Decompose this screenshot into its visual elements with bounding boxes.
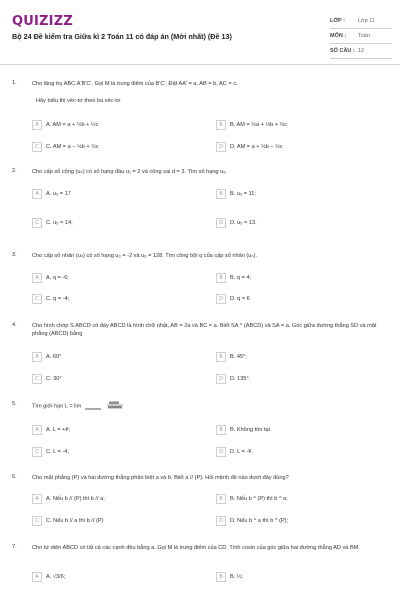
meta-value: Lớp 11 [358,18,375,24]
option-a[interactable] [32,189,71,199]
option-text: D. q = 6 [230,296,250,302]
option-d[interactable] [216,516,288,526]
meta-key: MÔN : [330,33,347,39]
option-a[interactable] [32,120,98,130]
option-text: C. 30° [46,376,62,382]
meta-row-class [330,14,392,29]
option-letter-box: D [216,218,226,228]
option-letter-box: A [32,494,42,504]
option-letter-box: B [216,273,226,283]
option-text: C. L = -4; [46,449,69,455]
option-a[interactable] [32,494,105,504]
option-text: D. Nếu b ^ a thì b ^ (P); [230,518,289,524]
option-text: B. AM = ½a + ½b + ½c [230,122,288,128]
option-b[interactable] [216,494,288,504]
option-letter-box: D [216,294,226,304]
option-letter-box: D [216,447,226,457]
option-letter-box: C [32,447,42,457]
option-text: A. √3/6; [46,574,66,580]
option-text: A. L = +¥; [46,427,71,433]
meta-value: 12 [358,48,365,54]
option-d[interactable] [216,142,283,152]
option-letter-box: C [32,294,42,304]
option-b[interactable] [216,273,251,283]
option-b[interactable] [216,352,247,362]
question-text: Cho mặt phẳng (P) và hai đường thẳng phân biệt a và b. Biết a // (P). Hỏi mệnh đề nào dưới đây đúng? [32,475,289,481]
option-letter-box: D [216,516,226,526]
question-number: 6. [12,474,17,480]
question-number: 1. [12,80,17,86]
option-text: C. q = -4; [46,296,70,302]
question-number: 3. [12,252,17,258]
meta-value: Toán [358,33,370,39]
limit-expression-icon [83,401,129,411]
option-text: D. u₅ = 13. [230,220,257,226]
option-text: C. u₅ = 14; [46,220,73,226]
option-text: C. AM = a − ½b + ½c [46,144,99,150]
option-c[interactable] [32,142,99,152]
question-number: 7. [12,544,17,550]
option-d[interactable] [216,447,253,457]
option-letter-box: D [216,374,226,384]
option-a[interactable] [32,273,69,283]
option-b[interactable] [216,572,243,582]
option-letter-box: B [216,189,226,199]
option-letter-box: B [216,352,226,362]
meta-row-count [330,44,392,59]
question-number: 4. [12,322,17,328]
option-text: A. AM = a + ½b + ½c [46,122,99,128]
question-text [32,401,392,411]
option-text: B. ½; [230,574,244,580]
option-text: C. Nếu b // a thì b // (P) [46,518,104,524]
option-letter-box: A [32,572,42,582]
question-text-label: Tìm giới hạn L = lim [32,403,82,410]
option-letter-box: A [32,425,42,435]
document-header [0,0,400,65]
option-d[interactable] [216,374,250,384]
option-letter-box: B [216,572,226,582]
option-letter-box: B [216,425,226,435]
option-letter-box: C [32,142,42,152]
question-text: Cho cấp số nhân (uₙ) có số hạng u₃ = -2 và u₆ = 128. Tìm công bội q của cấp số nhân (uₙ). [32,253,258,259]
option-letter-box: A [32,120,42,130]
option-letter-box: C [32,218,42,228]
option-text: A. q = -6; [46,275,69,281]
document-title: Bộ 24 Đề kiểm tra Giữa kì 2 Toán 11 có đáp án (Mới nhất) (Đề 13) [12,32,232,41]
question-number: 2. [12,168,17,174]
quizizz-logo: QUIZIZZ [12,14,73,29]
option-c[interactable] [32,218,73,228]
option-letter-box: C [32,516,42,526]
option-c[interactable] [32,294,69,304]
option-text: B. Nếu b ^ (P) thì b ^ a; [230,496,288,502]
option-a[interactable] [32,572,65,582]
option-text: B. q = 4; [230,275,251,281]
option-text: D. L = -¥. [230,449,253,455]
question-text: Cho cấp số cộng (uₙ) có số hạng đầu u₁ = 2 và công sai d = 3. Tìm số hạng u₅. [32,169,228,175]
option-text: A. Nếu b // (P) thì b // a; [46,496,105,502]
option-c[interactable] [32,374,62,384]
meta-key: LỚP : [330,18,345,24]
option-text: B. 45°; [230,354,247,360]
option-letter-box: B [216,120,226,130]
meta-key: SỐ CÂU : [330,48,355,54]
option-d[interactable] [216,294,250,304]
question-subtext: Hãy biểu thị véc-tơ theo ba véc-tơ [36,98,121,104]
option-c[interactable] [32,447,69,457]
option-letter-box: A [32,189,42,199]
question-text: Cho tứ diện ABCD có tất cả các cạnh đều bằng a. Gọi M là trung điểm của CD. Tính cosin của góc giữa hai đường thẳng AD và BM. [32,545,360,551]
option-b[interactable] [216,120,287,130]
meta-info [330,14,392,59]
option-b[interactable] [216,189,256,199]
option-text: A. u₅ = 17 [46,191,71,197]
option-c[interactable] [32,516,104,526]
option-text: D. AM = a + ½b − ½c [230,144,283,150]
option-letter-box: B [216,494,226,504]
option-text: B. Không tồn tại [230,427,270,433]
option-letter-box: D [216,142,226,152]
option-letter-box: C [32,374,42,384]
option-a[interactable] [32,352,61,362]
option-letter-box: A [32,352,42,362]
option-a[interactable] [32,425,70,435]
option-text: A. 60° [46,354,62,360]
option-b[interactable] [216,425,270,435]
option-d[interactable] [216,218,257,228]
question-text: Cho lăng trụ ABC.A'B'C'. Gọi M là trung điểm của B'C'. Đặt AA' = a, AB = b, AC = c. [32,81,238,87]
meta-row-subject [330,29,392,44]
option-letter-box: A [32,273,42,283]
question-number: 5. [12,401,17,407]
question-text: Cho hình chóp S.ABCD có đáy ABCD là hình chữ nhật, AB = 2a và BC = a. Biết SA ^ (ABCD) và SA = a. Góc giữa đường thẳng SD và mặt phẳng (ABCD) bằng [32,323,377,337]
option-text: B. u₅ = 11; [230,191,256,197]
option-text: D. 135°. [230,376,251,382]
